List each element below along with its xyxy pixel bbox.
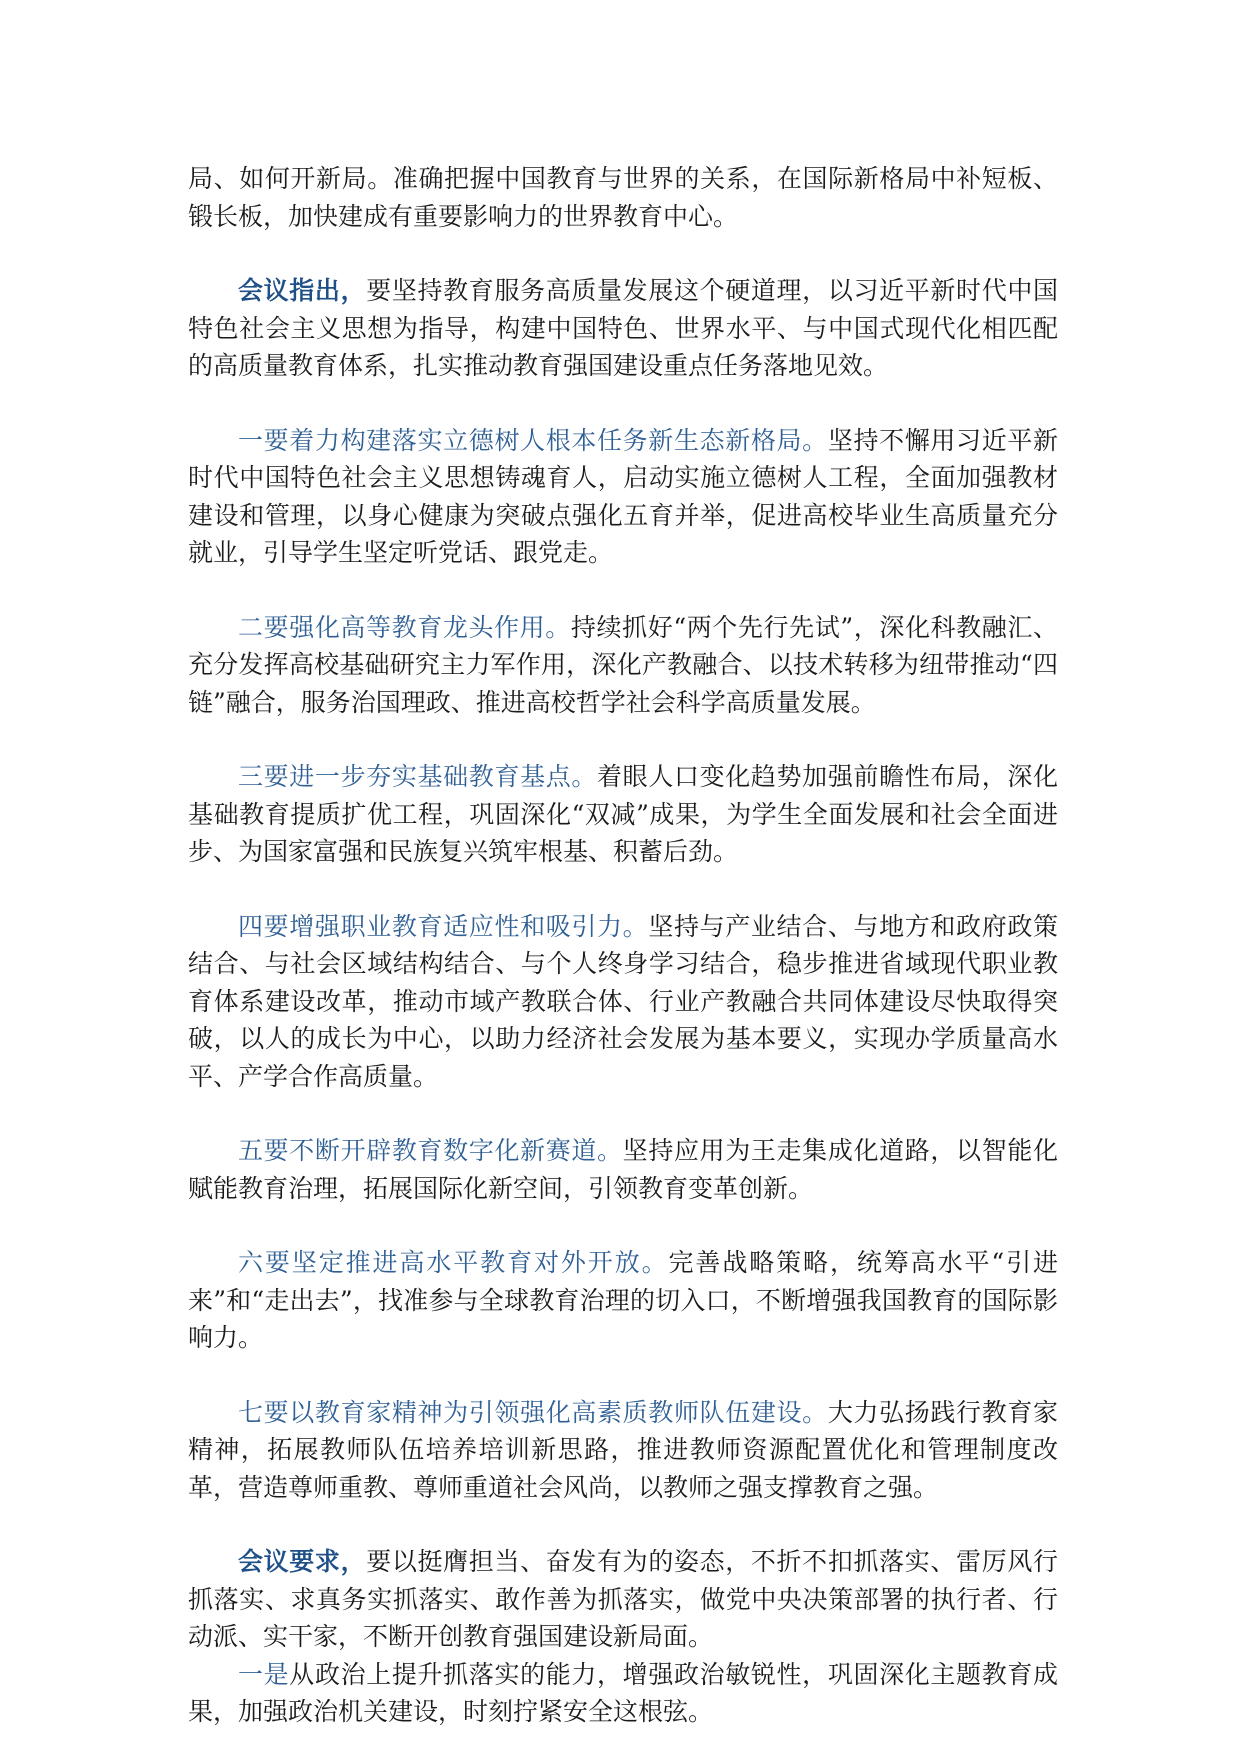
paragraph-2-lead: 会议指出， [238,276,367,305]
paragraph-9-text: 大力弘扬践行教育家精神，拓展教师队伍培养培训新思路，推进教师资源配置优化和管理制度改革，营造尊师重教、尊师重道社会风尚，以教师之强支撑教育之强。 [188,1397,1058,1502]
paragraph-11 [188,1656,1058,1731]
paragraph-11-text: 从政治上提升抓落实的能力，增强政治敏锐性，巩固深化主题教育成果，加强政治机关建设，时刻拧紧安全这根弦。 [188,1659,1058,1726]
paragraph-7-lead: 五要不断开辟教育数字化新赛道。 [238,1136,623,1165]
paragraph-9-lead: 七要以教育家精神为引领强化高素质教师队伍建设。 [238,1397,828,1427]
paragraph-3-text: 坚持不懈用习近平新时代中国特色社会主义思想铸魂育人，启动实施立德树人工程，全面加强教材建设和管理，以身心健康为突破点强化五育并举，促进高校毕业生高质量充分就业，引导学生坚定听党话、跟党走。 [188,425,1058,567]
paragraph-4 [188,609,1058,722]
paragraph-8 [188,1244,1058,1357]
paragraph-1 [188,160,1058,235]
paragraph-6-lead: 四要增强职业教育适应性和吸引力。 [238,911,649,941]
document-page [188,160,1058,1731]
paragraph-1-text: 局、如何开新局。准确把握中国教育与世界的关系，在国际新格局中补短板、锻长板，加快建成有重要影响力的世界教育中心。 [188,164,1058,231]
paragraph-4-lead: 二要强化高等教育龙头作用。 [238,612,571,642]
paragraph-9 [188,1394,1058,1507]
paragraph-10-lead: 会议要求， [238,1547,367,1576]
paragraph-8-text: 完善战略策略，统筹高水平“引进来”和“走出去”，找准参与全球教育治理的切入口，不断增强我国教育的国际影响力。 [188,1248,1058,1352]
paragraph-10-text: 要以挺膺担当、奋发有为的姿态，不折不扣抓落实、雷厉风行抓落实、求真务实抓落实、敢作善为抓落实，做党中央决策部署的执行者、行动派、实干家，不断开创教育强国建设新局面。 [188,1547,1058,1651]
paragraph-6 [188,908,1058,1096]
paragraph-5-lead: 三要进一步夯实基础教育基点。 [238,762,598,791]
paragraph-11-lead: 一是 [238,1659,290,1689]
paragraph-6-text: 坚持与产业结合、与地方和政府政策结合、与社会区域结构结合、与个人终身学习结合，稳步推进省域现代职业教育体系建设改革，推动市域产教联合体、行业产教融合共同体建设尽快取得突破，以人的成长为中心，以助力经济社会发展为基本要义，实现办学质量高水平、产学合作高质量。 [188,911,1058,1091]
paragraph-2-text: 要坚持教育服务高质量发展这个硬道理，以习近平新时代中国特色社会主义思想为指导，构建中国特色、世界水平、与中国式现代化相匹配的高质量教育体系，扎实推动教育强国建设重点任务落地见效。 [188,276,1058,380]
paragraph-8-lead: 六要坚定推进高水平教育对外开放。 [238,1248,669,1277]
paragraph-7 [188,1132,1058,1207]
paragraph-3-lead: 一要着力构建落实立德树人根本任务新生态新格局。 [238,425,828,455]
paragraph-2 [188,272,1058,385]
paragraph-3 [188,422,1058,572]
paragraph-4-text: 持续抓好“两个先行先试”，深化科教融汇、充分发挥高校基础研究主力军作用，深化产教融合、以技术转移为纽带推动“四链”融合，服务治国理政、推进高校哲学社会科学高质量发展。 [188,612,1058,717]
paragraph-7-text: 坚持应用为王走集成化道路，以智能化赋能教育治理，拓展国际化新空间，引领教育变革创新。 [188,1136,1058,1203]
paragraph-5 [188,758,1058,871]
paragraph-5-text: 着眼人口变化趋势加强前瞻性布局，深化基础教育提质扩优工程，巩固深化“双减”成果，为学生全面发展和社会全面进步、为国家富强和民族复兴筑牢根基、积蓄后劲。 [188,762,1058,866]
paragraph-10 [188,1543,1058,1656]
